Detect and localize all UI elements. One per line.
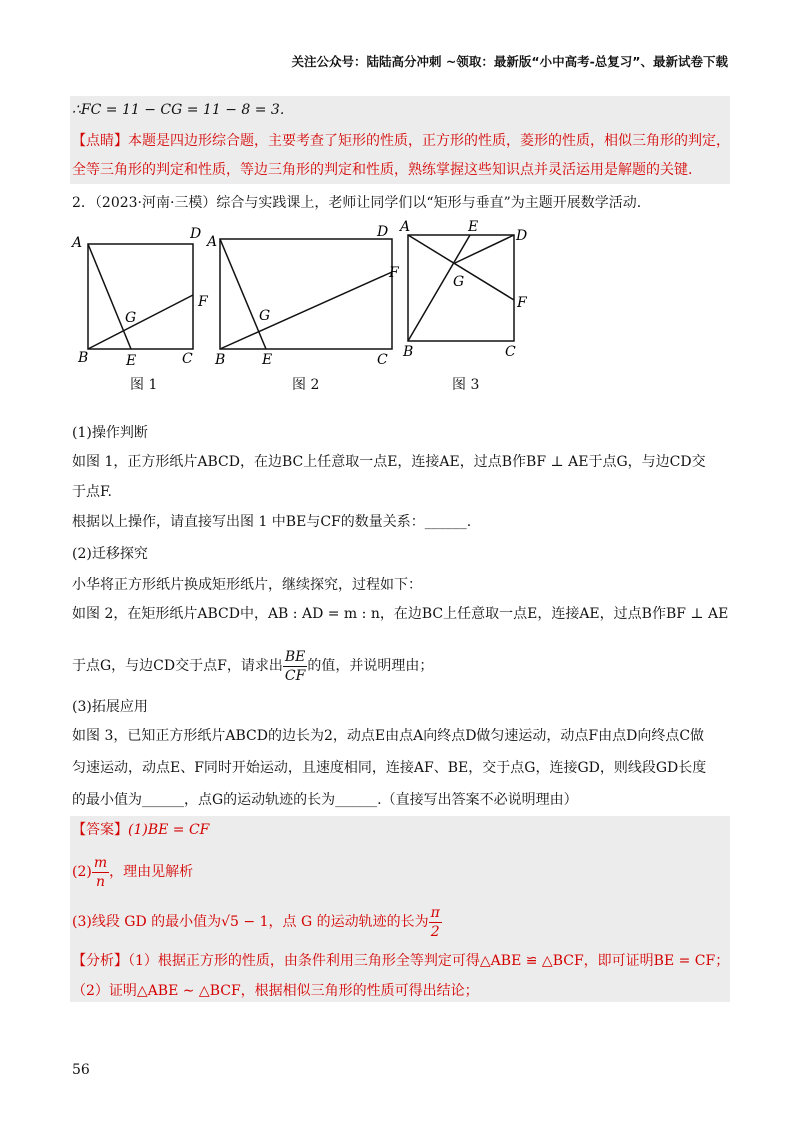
fig1-label-d: D xyxy=(190,226,202,242)
analysis-tag: 【分析】 xyxy=(72,953,128,969)
pi-over-2-fraction xyxy=(429,904,442,941)
part2-title: (2)迁移探究 xyxy=(72,546,148,562)
part2-line-3-end: 的值，并说明理由； xyxy=(307,658,434,674)
fig2-label-d: D xyxy=(377,224,389,240)
fig2-label-a: A xyxy=(207,234,218,250)
answer-line-2 xyxy=(72,852,193,892)
answer-2-prefix: (2) xyxy=(72,864,92,880)
answer-line-1 xyxy=(72,820,209,840)
figure-1 xyxy=(68,222,218,372)
fig3-caption: 图 3 xyxy=(452,377,480,393)
page-number: 56 xyxy=(72,1062,90,1078)
part1-title: (1)操作判断 xyxy=(72,425,148,441)
part3-line-2: 匀速运动，动点E、F同时开始运动，且速度相同，连接AF、BE，交于点G，连接GD，则线段GD长度 xyxy=(72,760,707,776)
fc-equation: ∴FC = 11 − CG = 11 − 8 = 3. xyxy=(72,102,285,118)
fig2-rectangle xyxy=(220,239,392,349)
analysis-line-1 xyxy=(72,951,729,971)
answer-tag: 【答案】 xyxy=(72,822,128,838)
fraction-numerator: m xyxy=(93,854,108,871)
fig2-label-b: B xyxy=(215,352,226,368)
fig1-label-a: A xyxy=(72,235,83,251)
comment-line-1 xyxy=(72,131,730,151)
fraction-denominator: n xyxy=(95,873,105,890)
fig3-label-a: A xyxy=(400,219,411,235)
analysis-text-1: （1）根据正方形的性质，由条件利用三角形全等判定可得△ABE ≌ △BCF，即可证明BE = CF； xyxy=(128,953,730,969)
comment-text-1: 本题是四边形综合题，主要考查了矩形的性质，正方形的性质，菱形的性质，相似三角形的判定， xyxy=(128,133,730,149)
figure-3 xyxy=(395,215,545,365)
comment-tag: 【点睛】 xyxy=(72,133,128,149)
fig2-label-e: E xyxy=(262,352,273,368)
fig2-label-f: F xyxy=(389,265,399,281)
fig3-line-gd xyxy=(455,235,514,263)
fig1-line-bf xyxy=(88,295,193,349)
part2-line-1: 小华将正方形纸片换成矩形纸片，继续探究，过程如下： xyxy=(72,577,422,593)
answer-2-suffix: ，理由见解析 xyxy=(109,864,194,880)
fig1-label-b: B xyxy=(78,350,89,366)
fig2-label-g: G xyxy=(259,308,271,324)
fig3-label-c: C xyxy=(505,344,516,360)
part1-line-1: 如图 1，正方形纸片ABCD，在边BC上任意取一点E，连接AE，过点B作BF ⊥ AE于点G，与边CD交 xyxy=(72,454,706,470)
part1-line-2: 于点F. xyxy=(72,484,112,500)
fig3-label-g: G xyxy=(453,274,465,290)
answer-1: (1)BE = CF xyxy=(128,822,210,838)
m-over-n-fraction xyxy=(92,854,109,891)
fig1-label-e: E xyxy=(126,353,137,369)
part1-line-3: 根据以上操作，请直接写出图 1 中BE与CF的数量关系：______. xyxy=(72,514,472,530)
fig1-square xyxy=(88,244,193,349)
fig3-label-b: B xyxy=(403,344,414,360)
answer-3-prefix: (3)线段 GD 的最小值为√5 − 1，点 G 的运动轨迹的长为 xyxy=(72,914,429,930)
page-header: 关注公众号：陆陆高分冲刺 ~领取：最新版“小中高考-总复习”、最新试卷下载 xyxy=(291,54,728,69)
fig1-label-g: G xyxy=(125,310,137,326)
part2-line-3-start: 于点G，与边CD交于点F，请求出 xyxy=(72,658,283,674)
figure-2 xyxy=(205,222,405,372)
fig3-label-e: E xyxy=(468,219,479,235)
analysis-line-2: （2）证明△ABE ∼ △BCF，根据相似三角形的性质可得出结论； xyxy=(72,983,479,999)
fraction-numerator: π xyxy=(430,904,440,921)
fig2-line-ae xyxy=(220,239,266,349)
fig1-label-c: C xyxy=(182,351,193,367)
answer-line-3 xyxy=(72,902,442,942)
part2-line-2: 如图 2，在矩形纸片ABCD中，AB : AD = m : n，在边BC上任意取一点E，连接AE，过点B作BF ⊥ AE xyxy=(72,606,729,622)
fig2-label-c: C xyxy=(377,352,388,368)
fraction-numerator: BE xyxy=(284,648,306,665)
fraction-denominator: CF xyxy=(284,667,306,684)
part2-line-3 xyxy=(72,646,433,686)
fig2-line-bf xyxy=(220,272,392,349)
part3-title: (3)拓展应用 xyxy=(72,699,148,715)
part3-line-3: 的最小值为______，点G的运动轨迹的长为______.（直接写出答案不必说明理由） xyxy=(72,792,578,808)
fig1-label-f: F xyxy=(198,294,208,310)
be-over-cf-fraction xyxy=(283,648,308,685)
fig2-caption: 图 2 xyxy=(292,377,320,393)
fig1-line-ae xyxy=(88,244,131,349)
problem-intro: 2．（2023·河南·三模）综合与实践课上，老师让同学们以“矩形与垂直”为主题开展数学活动. xyxy=(72,195,642,211)
fig1-caption: 图 1 xyxy=(130,377,158,393)
fig3-label-f: F xyxy=(517,295,527,311)
fraction-denominator: 2 xyxy=(430,923,440,940)
fig3-label-d: D xyxy=(516,228,528,244)
part3-line-1: 如图 3，已知正方形纸片ABCD的边长为2，动点E由点A向终点D做匀速运动，动点F由点D向终点C做 xyxy=(72,728,705,744)
comment-line-2: 全等三角形的判定和性质，等边三角形的判定和性质，熟练掌握这些知识点并灵活运用是解题的关键. xyxy=(72,162,693,178)
fig3-line-af xyxy=(408,235,514,300)
